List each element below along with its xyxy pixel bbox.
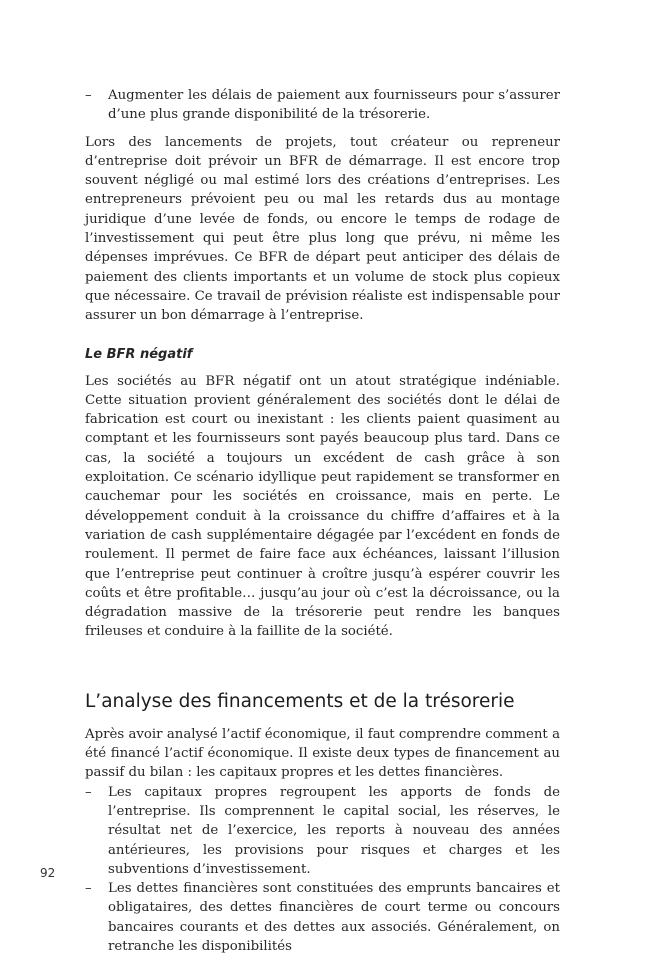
bullet-item-dettes: [85, 879, 560, 956]
bullet-text: Augmenter les délais de paiement aux fournisseurs pour s’assurer d’une plus grande disponibilité de la trésorerie.: [108, 88, 560, 123]
paragraph-startup: Lors des lancements de projets, tout créateur ou repreneur d’entreprise doit prévoir un BFR de démarrage. Il est encore trop souvent négligé ou mal estimé lors des créations d’entreprises. Les entrepreneurs prévoient peu ou mal les retards dus au montage juridique d’une levée de fonds, ou encore le temps de rodage de l’investissement qui peut être plus long que prévu, ni même les dépenses imprévues. Ce BFR de départ peut anticiper des délais de paiement des clients importants et un volume de stock plus copieux que nécessaire. Ce travail de prévision réaliste est indispensable pour assurer un bon démarrage à l’entreprise.: [85, 134, 560, 324]
dash-bullet: –: [85, 881, 92, 897]
dash-bullet: –: [85, 784, 92, 800]
dash-bullet: –: [85, 88, 92, 103]
page-number: 92: [40, 866, 56, 880]
bullet-text: Les capitaux propres regroupent les apports de fonds de l’entreprise. Ils comprennent le capital social, les réserves, le résultat net de l’exercice, les reports à nouveau des années antérieures, les provisions pour risques et charges et les subventions d’investissement.: [108, 784, 560, 877]
bullet-text: Les dettes financières sont constituées des emprunts bancaires et obligataires, des dettes financières de court terme ou concours bancaires courants et des dettes aux associés. Généralement, on retranche les disponibilités: [108, 881, 560, 954]
subheading-bfr-negatif: Le BFR négatif: [85, 346, 193, 362]
paragraph-bfr-negatif: Les sociétés au BFR négatif ont un atout stratégique indéniable. Cette situation provient généralement des sociétés dont le délai de fabrication est court ou inexistant : les clients paient quasiment au comptant et les fournisseurs sont payés beaucoup plus tard. Dans ce cas, la société a toujours un excédent de cash grâce à son exploitation. Ce scénario idyllique peut rapidement se transformer en cauchemar pour les sociétés en croissance, mais en perte. Le développement conduit à la croissance du chiffre d’affaires et à la variation de cash supplémentaire dégagée par l’excédent en fonds de roulement. Il permet de faire face aux échéances, laissant l’illusion que l’entreprise peut continuer à croître jusqu’à espérer couvrir les coûts et être profitable… jusqu’au jour où c’est la décroissance, ou la dégradation massive de la trésorerie peut rendre les banques frileuses et conduire à la faillite de la société.: [85, 373, 560, 640]
page-content: [85, 86, 560, 956]
section-title: L’analyse des financements et de la trésorerie: [85, 690, 515, 712]
bullet-item-capitaux: [85, 783, 560, 879]
paragraph-intro: Après avoir analysé l’actif économique, il faut comprendre comment a été financé l’actif économique. Il existe deux types de financement au passif du bilan : les capitaux propres et les dettes financières.: [85, 726, 560, 781]
bullet-item-delais: [85, 86, 560, 125]
